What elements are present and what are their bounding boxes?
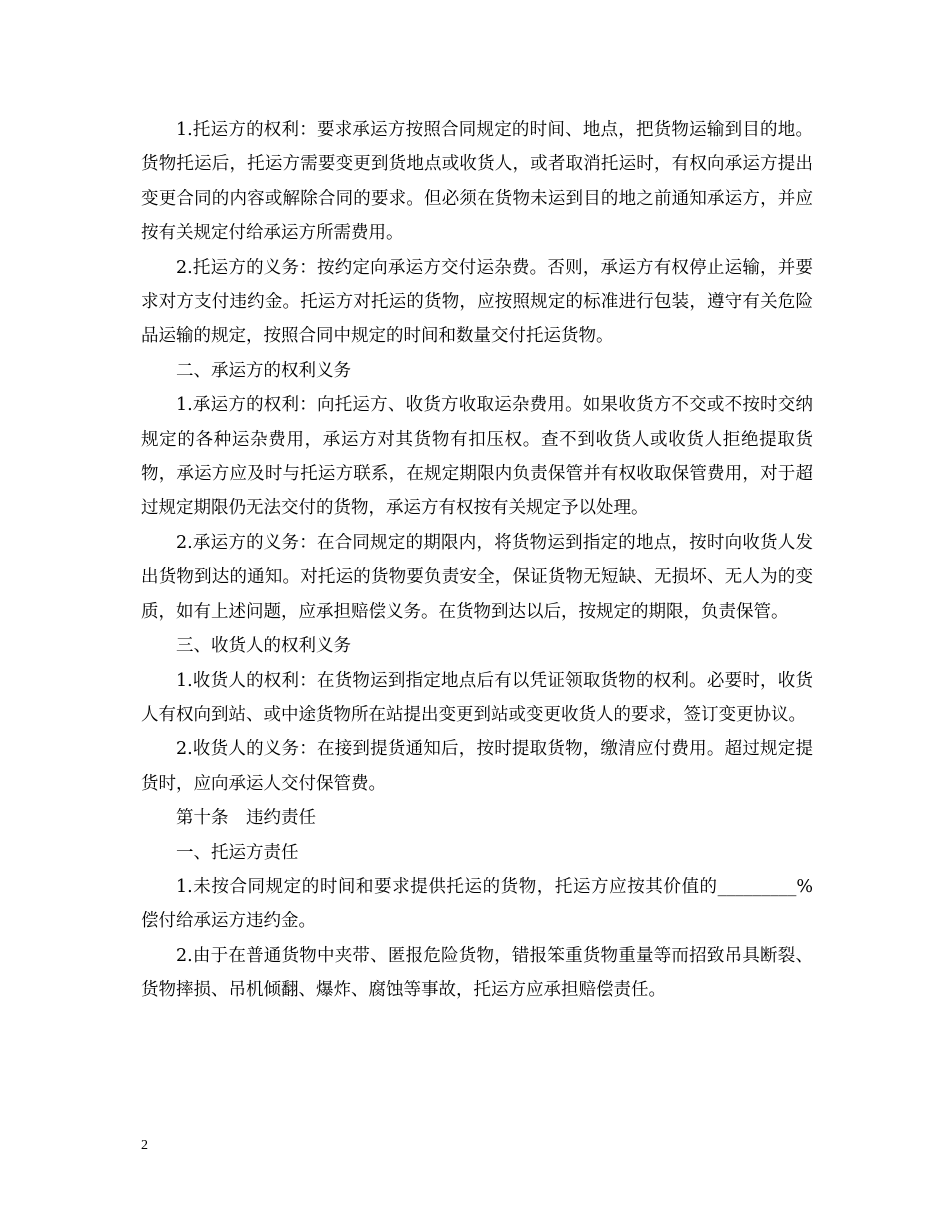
paragraph-carrier-obligations: 2.承运方的义务：在合同规定的期限内，将货物运到指定的地点，按时向收货人发出货物到达的通知。对托运的货物要负责安全，保证货物无短缺、无损坏、无人为的变质，如有上述问题，应承担赔偿义务。在货物到达以后，按规定的期限，负责保管。 [141, 532, 813, 622]
paragraph-late-delivery-penalty: 1.未按合同规定的时间和要求提供托运的货物，托运方应按其价值的_________%偿付给承运方违约金。 [141, 876, 813, 932]
heading-article-10-liability: 第十条 违约责任 [176, 808, 316, 829]
paragraph-consignor-rights: 1.托运方的权利：要求承运方按照合同规定的时间、地点，把货物运输到目的地。货物托运后，托运方需要变更到货地点或收货人，或者取消托运时，有权向承运方提出变更合同的内容或解除合同的要求。但必须在货物未运到目的地之前通知承运方，并应按有关规定付给承运方所需费用。 [141, 120, 813, 244]
heading-carrier-rights-obligations: 二、承运方的权利义务 [176, 360, 351, 381]
paragraph-consignee-rights: 1.收货人的权利：在货物运到指定地点后有以凭证领取货物的权利。必要时，收货人有权向到站、或中途货物所在站提出变更到站或变更收货人的要求，签订变更协议。 [141, 670, 813, 725]
paragraph-hazardous-goods-liability: 2.由于在普通货物中夹带、匿报危险货物，错报笨重货物重量等而招致吊具断裂、货物摔损、吊机倾翻、爆炸、腐蚀等事故，托运方应承担赔偿责任。 [141, 945, 813, 1001]
paragraph-carrier-rights: 1.承运方的权利：向托运方、收货方收取运杂费用。如果收货方不交或不按时交纳规定的各种运杂费用，承运方对其货物有扣压权。查不到收货人或收货人拒绝提取货物，承运方应及时与托运方联系，在规定期限内负责保管并有权收取保管费用，对于超过规定期限仍无法交付的货物，承运方有权按有关规定予以处理。 [141, 395, 813, 519]
heading-consignor-liability: 一、托运方责任 [176, 842, 299, 863]
page-number: 2 [141, 1138, 148, 1153]
paragraph-consignee-obligations: 2.收货人的义务：在接到提货通知后，按时提取货物，缴清应付费用。超过规定提货时，应向承运人交付保管费。 [141, 739, 813, 794]
heading-consignee-rights-obligations: 三、收货人的权利义务 [176, 636, 351, 657]
document-body [141, 113, 813, 1008]
paragraph-consignor-obligations: 2.托运方的义务：按约定向承运方交付运杂费。否则，承运方有权停止运输，并要求对方支付违约金。托运方对托运的货物，应按照规定的标准进行包装，遵守有关危险品运输的规定，按照合同中规定的时间和数量交付托运货物。 [141, 257, 813, 347]
